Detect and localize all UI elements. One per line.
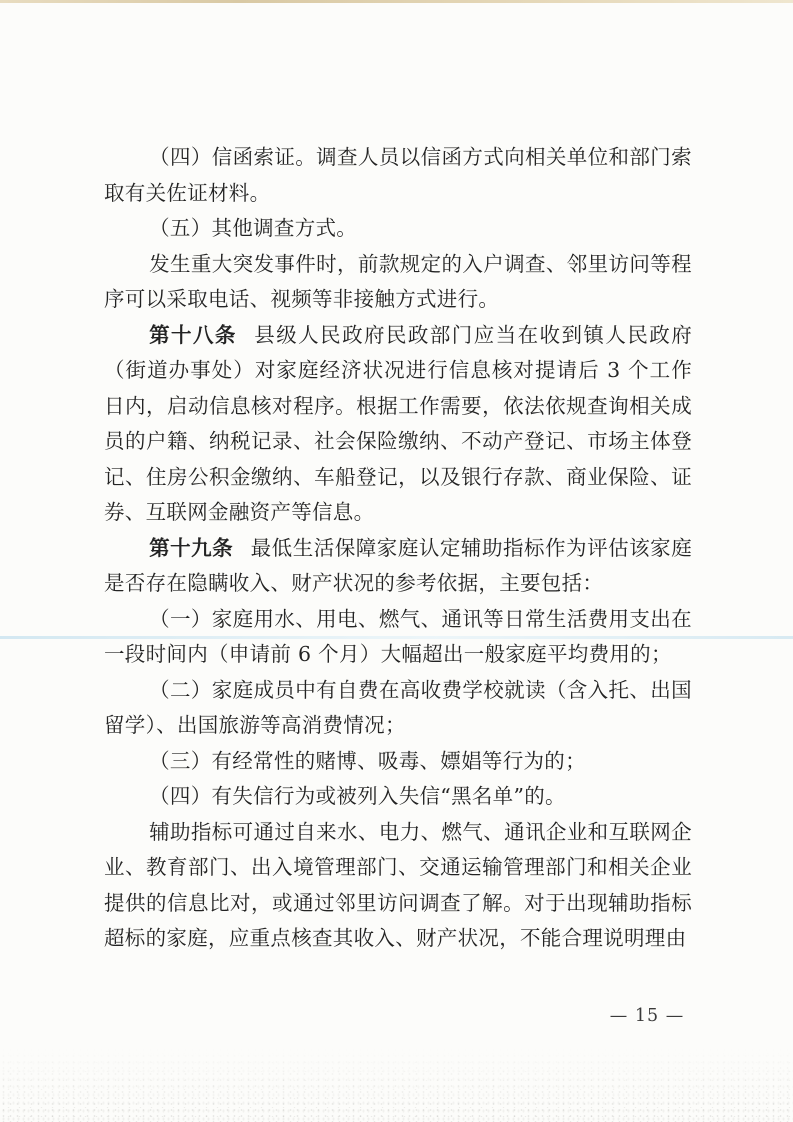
paragraph-text: （四）有失信行为或被列入失信“黑名单”的。: [149, 784, 566, 808]
paragraph: [104, 779, 692, 815]
paragraph-text: 发生重大突发事件时，前款规定的入户调查、邻里访问等程序可以采取电话、视频等非接触方式进行。: [104, 251, 692, 311]
scan-top-edge-artifact: [0, 0, 793, 3]
document-body: [104, 140, 692, 957]
page-number: — 15 —: [609, 1006, 685, 1026]
paragraph-text: （四）信函索证。调查人员以信函方式向相关单位和部门索取有关佐证材料。: [104, 145, 692, 205]
article-number: 第十八条: [149, 322, 237, 347]
paragraph: [104, 815, 692, 957]
paragraph-text: 县级人民政府民政部门应当在收到镇人民政府（街道办事处）对家庭经济状况进行信息核对提请后 3 个工作日内，启动信息核对程序。根据工作需要，依法依规查询相关成员的户籍、纳税记录、社会保险缴纳、不动产登记、市场主体登记、住房公积金缴纳、车船登记，以及银行存款、商业保险、证券、互联网金融资产等信息。: [104, 322, 693, 524]
paragraph-text: （五）其他调查方式。: [149, 216, 358, 240]
paragraph: [104, 673, 692, 744]
scan-noise-artifact: [0, 1047, 793, 1122]
paragraph: [104, 140, 692, 211]
paragraph-text: 辅助指标可通过自来水、电力、燃气、通讯企业和互联网企业、教育部门、出入境管理部门、交通运输管理部门和相关企业提供的信息比对，或通过邻里访问调查了解。对于出现辅助指标超标的家庭，应重点核查其收入、财产状况，不能合理说明理由: [104, 819, 692, 950]
article-number: 第十九条: [149, 535, 234, 560]
scan-streak-artifact: [0, 636, 793, 639]
paragraph-text: （三）有经常性的赌博、吸毒、嫖娼等行为的；: [149, 748, 586, 773]
paragraph: [104, 744, 692, 780]
paragraph-article-19: [104, 531, 692, 602]
paragraph: [104, 247, 692, 318]
paragraph-text: 最低生活保障家庭认定辅助指标作为评估该家庭是否存在隐瞒收入、财产状况的参考依据，主要包括：: [104, 535, 692, 595]
paragraph-article-18: [104, 318, 692, 531]
paragraph-text: （一）家庭用水、用电、燃气、通讯等日常生活费用支出在一段时间内（申请前 6 个月）大幅超出一般家庭平均费用的；: [104, 606, 692, 666]
paragraph: [104, 211, 692, 247]
paragraph-text: （二）家庭成员中有自费在高收费学校就读（含入托、出国留学）、出国旅游等高消费情况；: [104, 677, 692, 737]
